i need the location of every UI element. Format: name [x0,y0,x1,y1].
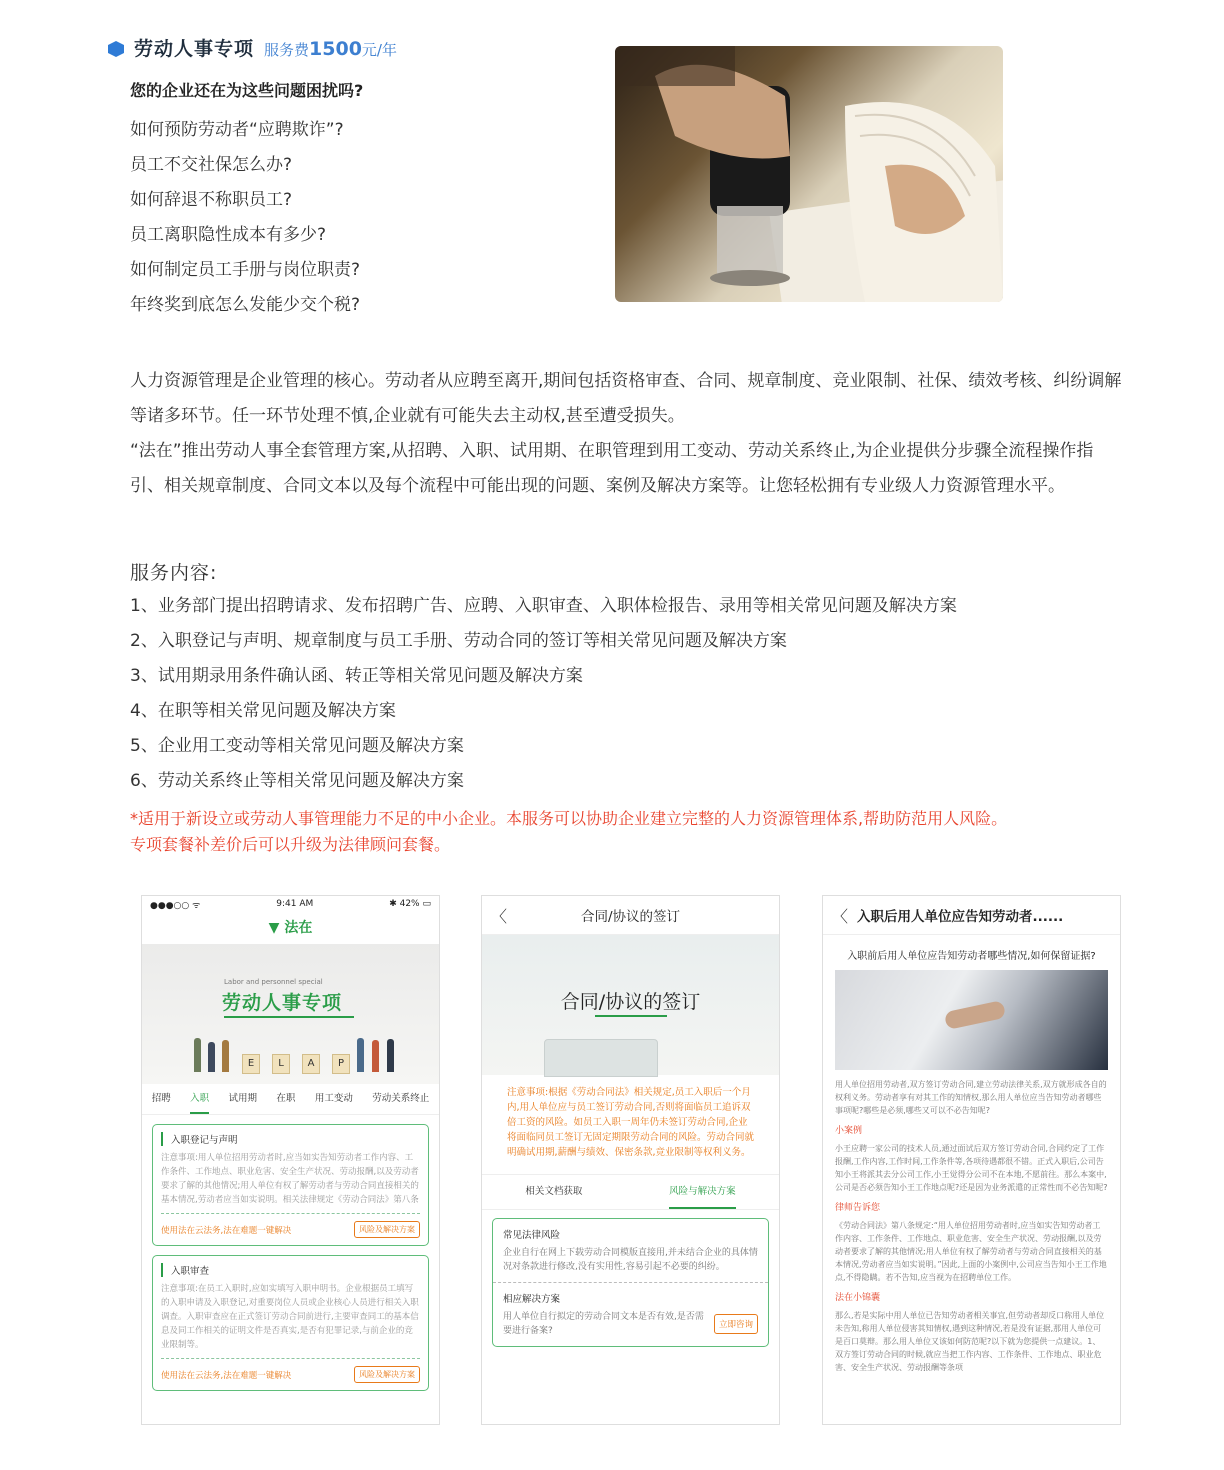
tablet-illustration [544,1039,658,1077]
tab-probation[interactable]: 试用期 [228,1093,258,1104]
back-arrow-icon[interactable]: 〈 [490,906,507,926]
tab-onboarding[interactable]: 入职 [190,1084,209,1114]
service-item: 2、入职登记与声明、规章制度与员工手册、劳动合同的签订等相关常见问题及解决方案 [130,631,787,651]
risk-solution-button[interactable]: 风险及解决方案 [354,1221,420,1238]
services-heading: 服务内容: [130,562,218,584]
card-body: 注意事项:在员工入职时,应如实填写入职申明书。企业根据员工填写的入职申请及入职登记,对重要岗位人员或企业核心人员进行相关入职调查。入职审查应在正式签订劳动合同前进行,主要审查同工的基本信息及同工作相关的证明文件是否真实,是否有犯罪记录,与前企业的竞业限制等。 [161,1284,419,1350]
service-item: 5、企业用工变动等相关常见问题及解决方案 [130,736,464,756]
card-title: 入职审查 [161,1263,420,1277]
questions-list [130,113,360,323]
intro-text [130,364,1124,504]
battery-percent: 42% [399,899,420,909]
solution-body: 用人单位自行拟定的劳动合同文本是否有效,是否需要进行备案? [503,1312,704,1336]
intro-paragraph: “法在”推出劳动人事全套管理方案,从招聘、入职、试用期、在职管理到用工变动、劳动关系终止,为企业提供分步骤全流程操作指引、相关规章制度、合同文本以及每个流程中可能出现的问题、案例及解决方案等。让您轻松拥有专业级人力资源管理水平。 [130,441,1094,496]
section-header [108,34,397,61]
note-line: 专项套餐补差价后可以升级为法律顾问套餐。 [130,835,451,854]
questions-heading: 您的企业还在为这些问题困扰吗? [130,81,364,100]
nav-title: 入职后用人单位应告知劳动者...... [857,909,1064,925]
card-footer-text: 使用法在云法务,法在难题一键解决 [161,1370,292,1381]
lawyer-body: 《劳动合同法》第八条规定:“用人单位招用劳动者时,应当如实告知劳动者工作内容、工作条件、工作地点、职业危害、安全生产状况、劳动报酬,以及劳动者要求了解的其他情况;用人单位有权了解劳动者与劳动合同直接相关的基本情况,劳动者应当如实说明。”因此,上面的小案例中,公司应当告知小王工作地点,不得隐瞒。若不告知,应当视为在招聘单位工作。 [835,1221,1107,1282]
banner-english: Labor and personnel special [224,978,323,986]
article-question: 入职前后用人单位应告知劳动者哪些情况,如何保留证据? [847,951,1096,962]
banner-underline [224,1016,354,1018]
banner-title: 合同/协议的签订 [560,991,701,1013]
topic-card [152,1255,429,1391]
figurine-icon [222,1040,229,1072]
tip-body: 那么,若是实际中用人单位已告知劳动者相关事宜,但劳动者却反口称用人单位未告知,称用人单位侵害其知情权,遇到这种情况,若是没有证据,那用人单位可是百口莫辩。那么用人单位又该如何防范呢?以下就为您提供一点建议。1、双方签订劳动合同的时候,就应当把工作内容、工作条件、工作地点、职业危害、安全生产状况、劳动报酬等条项 [835,1311,1105,1372]
banner-underline [595,1015,667,1017]
card-body: 注意事项:用人单位招用劳动者时,应当如实告知劳动者工作内容、工作条件、工作地点、职业危害、安全生产状况、劳动报酬,以及劳动者要求了解的其他情况;用人单位有权了解劳动者与劳动合同直接相关的基本情况,劳动者应当如实说明。相关法律规定《劳动合同法》第八条 [161,1153,419,1205]
lawyer-heading: 律师告诉您 [835,1203,881,1213]
note-line: *适用于新设立或劳动人事管理能力不足的中小企业。本服务可以协助企业建立完整的人力资源管理体系,帮助防范用人风险。 [130,809,1008,828]
question-item: 员工不交社保怎么办? [130,155,293,175]
tab-termination[interactable]: 劳动关系终止 [372,1093,430,1104]
price-amount: 1500 [309,38,362,60]
tab-documents[interactable]: 相关文档获取 [525,1186,583,1197]
figurine-icon [194,1038,201,1072]
intro-paragraph: 人力资源管理是企业管理的核心。劳动者从应聘至离开,期间包括资格审查、合同、规章制度、竞业限制、社保、绩效考核、纠纷调解等诸多环节。任一环节处理不慎,企业就有可能失去主动权,甚至遭受损失。 [130,371,1122,426]
handshake-photo [835,970,1108,1070]
service-price [264,38,397,60]
status-time: 9:41 AM [276,899,314,909]
category-tabs [142,1084,439,1115]
price-prefix: 服务费 [264,41,310,59]
risk-card [492,1218,769,1347]
article-body [823,1078,1120,1374]
brand-name: 法在 [284,920,313,936]
figurine-icon [387,1039,394,1072]
solution-section [493,1282,768,1346]
phone-screenshot-article [822,895,1121,1425]
figurine-icon [372,1040,379,1072]
case-body: 小王应聘一家公司的技术人员,通过面试后双方签订劳动合同,合同约定了工作报酬,工作内容,工作时间,工作条件等,各项待遇都很不错。正式入职后,公司告知小王将派其去分公司工作,小王觉得分公司不在本地,不愿前往。那么本案中,公司是否必须告知小王工作地点呢?还是因为业务派遣的正常性而不必告知呢? [835,1144,1108,1192]
tab-recruit[interactable]: 招聘 [151,1093,171,1104]
figurine-icon [208,1042,215,1072]
question-item: 如何辞退不称职员工? [130,190,293,210]
battery-indicator: ✱ 42% ▭ [389,899,431,909]
letter-block: A [302,1054,320,1074]
service-item: 3、试用期录用条件确认函、转正等相关常见问题及解决方案 [130,666,583,686]
tab-change[interactable]: 用工变动 [314,1093,353,1104]
warning-text: 注意事项:根据《劳动合同法》相关规定,员工入职后一个月内,用人单位应与员工签订劳动合同,否则将面临员工追诉双倍工资的风险。如员工入职一周年仍未签订劳动合同,企业将面临同员工签订无固定期限劳动合同的风险。劳动合同就明确试用期,薪酬与绩效、保密条款,竞业限制等权利义务。 [507,1087,755,1158]
service-item: 4、在职等相关常见问题及解决方案 [130,701,396,721]
banner-title: 劳动人事专项 [222,992,343,1014]
risk-body: 企业自行在网上下载劳动合同模版直接用,并未结合企业的具体情况对条款进行修改,没有实用性,容易引起不必要的纠纷。 [503,1248,758,1272]
risk-title: 常见法律风险 [503,1230,561,1241]
back-arrow-icon[interactable]: 〈 [831,906,848,926]
stamp-documents-photo [615,46,1003,302]
labor-banner [142,944,439,1084]
letter-block: E [242,1054,260,1074]
applicability-note [130,806,1130,858]
status-bar [142,896,439,912]
letter-block: L [272,1054,290,1074]
risk-section [493,1219,768,1282]
section-title: 劳动人事专项 [134,38,255,60]
card-footer-text: 使用法在云法务,法在难题一键解决 [161,1225,292,1236]
nav-title: 合同/协议的签订 [580,909,681,925]
services-list [130,589,957,799]
phone-screenshot-contract [481,895,780,1425]
solution-row [503,1310,758,1338]
question-item: 年终奖到底怎么发能少交个税? [130,295,361,315]
solution-title: 相应解决方案 [503,1294,561,1305]
shield-logo-icon: ▼ [268,920,280,936]
card-title: 入职登记与声明 [161,1132,420,1146]
question-item: 如何制定员工手册与岗位职责? [130,260,361,280]
phone-screenshot-labor-special [141,895,440,1425]
question-item: 员工离职隐性成本有多少? [130,225,327,245]
question-item: 如何预防劳动者“应聘欺诈”? [130,120,344,140]
nav-bar [823,896,1120,935]
hexagon-bullet-icon [108,41,124,57]
risk-solution-button[interactable]: 风险及解决方案 [354,1366,420,1383]
topic-card [152,1124,429,1246]
case-heading: 小案例 [835,1126,863,1136]
brand-logo [142,912,439,944]
contract-banner [482,935,779,1075]
card-footer [161,1213,420,1238]
signal-wifi-icon: ●●●○○ ᯤ [150,900,201,911]
service-item: 1、业务部门提出招聘请求、发布招聘广告、应聘、入职审查、入职体检报告、录用等相关常见问题及解决方案 [130,596,957,616]
tab-risks-solutions[interactable]: 风险与解决方案 [669,1175,736,1209]
figurine-icon [357,1038,364,1072]
letter-block: P [332,1054,350,1074]
price-unit: 元/年 [361,41,397,59]
card-footer [161,1358,420,1383]
detail-tabs [482,1174,779,1210]
service-item: 6、劳动关系终止等相关常见问题及解决方案 [130,771,464,791]
article-paragraph: 用人单位招用劳动者,双方签订劳动合同,建立劳动法律关系,双方就形成各自的权利义务。劳动者享有对其工作的知情权,那么用人单位应当告知劳动者哪些事项呢?哪些是必须,哪些又可以不必告知呢? [835,1080,1107,1115]
tab-employed[interactable]: 在职 [276,1093,296,1104]
consult-button[interactable]: 立即咨询 [714,1314,758,1334]
tip-heading: 法在小锦囊 [835,1293,881,1303]
nav-bar [482,896,779,935]
handshake-illustration [944,1000,1006,1030]
